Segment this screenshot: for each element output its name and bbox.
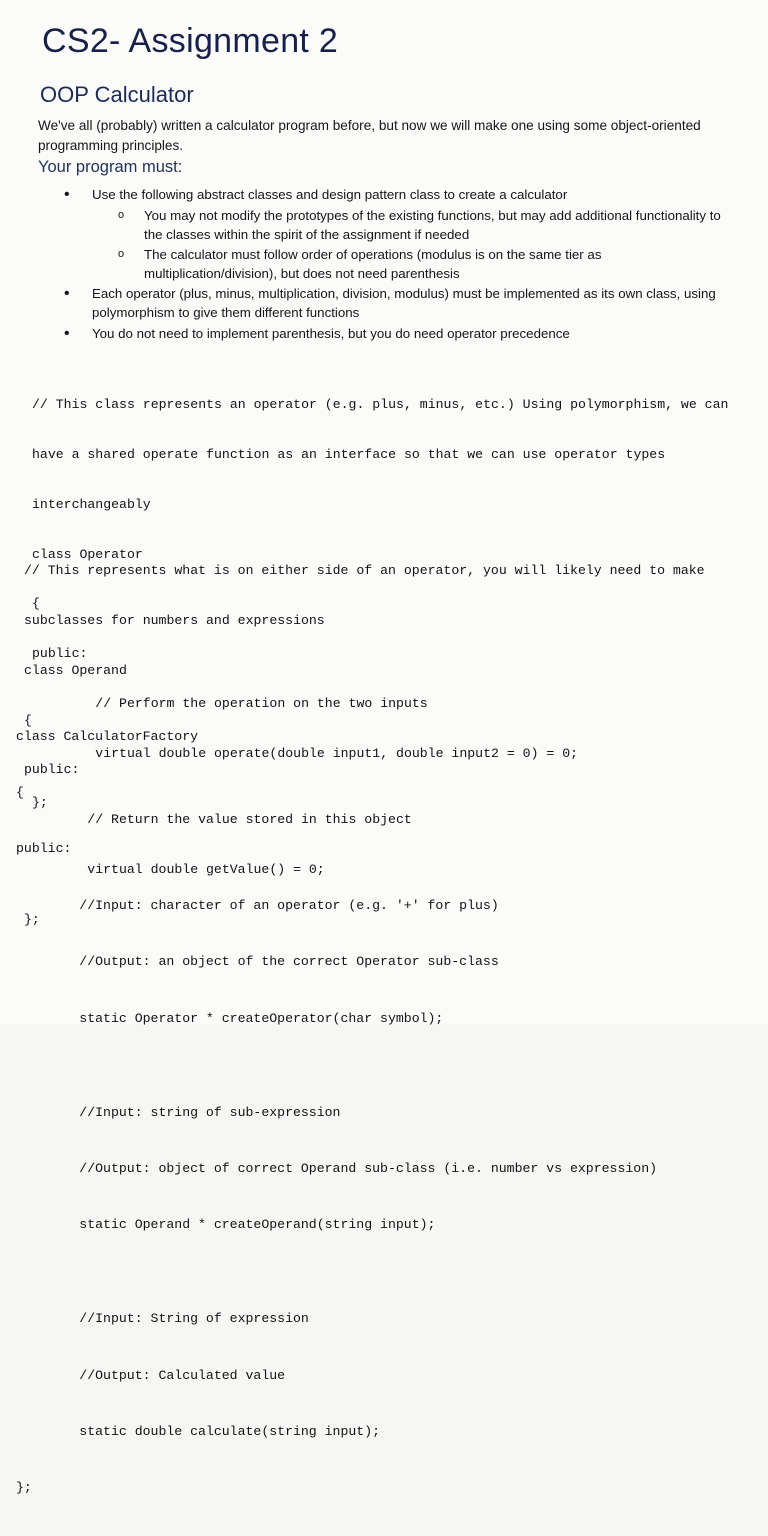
sub-requirement-order-of-operations (58, 245, 738, 283)
code-line: // Perform the operation on the two inputs (32, 695, 428, 711)
sub-bullet-icon: o (118, 248, 125, 260)
code-line: //Output: an object of the correct Operator sub-class (16, 954, 499, 970)
code-line: // Return the value stored in this object (24, 812, 412, 828)
code-line: { (32, 596, 40, 612)
code-line: static Operand * createOperand(string input); (16, 1217, 436, 1233)
code-line: { (16, 784, 24, 800)
sub-requirement-text: You may not modify the prototypes of the existing functions, but may add additional functionality to the classes within the spirit of the assignment if needed (144, 208, 721, 242)
code-line: static double calculate(string input); (16, 1424, 381, 1440)
bullet-icon: • (64, 186, 70, 203)
code-line: public: (24, 762, 80, 778)
code-line: public: (16, 841, 72, 857)
code-line: }; (16, 1480, 32, 1496)
code-line: class CalculatorFactory (16, 728, 199, 744)
code-line: class Operator (32, 546, 143, 562)
code-line: //Output: Calculated value (16, 1367, 286, 1383)
code-line: public: (32, 646, 88, 662)
code-line: //Input: string of sub-expression (16, 1104, 341, 1120)
code-line: // This class represents an operator (e.g. plus, minus, etc.) Using polymorphism, we can (32, 397, 729, 413)
code-line: interchangeably (32, 496, 151, 512)
calculator-factory-code (16, 690, 657, 1536)
code-line: static Operator * createOperator(char symbol); (16, 1010, 444, 1026)
code-line: virtual double getValue() = 0; (24, 861, 325, 877)
sub-requirement-text: The calculator must follow order of operations (modulus is on the same tier as multiplication/division), but does not need parenthesis (144, 247, 602, 281)
code-line: subclasses for numbers and expressions (24, 612, 325, 628)
requirement-text: Each operator (plus, minus, multiplication, division, modulus) must be implemented as its own class, using polymorphism to give them different functions (92, 286, 716, 320)
code-line: // This represents what is on either side of an operator, you will likely need to make (24, 563, 705, 579)
page-title: CS2- Assignment 2 (42, 22, 339, 60)
requirement-text: Use the following abstract classes and design pattern class to create a calculator (92, 187, 568, 202)
requirement-item-classes (58, 185, 738, 204)
code-line: { (24, 712, 32, 728)
code-line: //Input: String of expression (16, 1311, 309, 1327)
requirement-item-operators (58, 284, 738, 322)
code-line: class Operand (24, 662, 127, 678)
bullet-icon: • (64, 325, 70, 342)
intro-paragraph: We've all (probably) written a calculator program before, but now we will make one using some object-oriented programming principles. (38, 118, 701, 153)
sub-bullet-icon: o (118, 209, 125, 221)
code-line: //Input: character of an operator (e.g. '+' for plus) (16, 897, 499, 913)
sub-requirement-prototypes (58, 206, 738, 244)
code-line: have a shared operate function as an interface so that we can use operator types (32, 446, 666, 462)
code-line: }; (32, 795, 48, 811)
code-line: virtual double operate(double input1, double input2 = 0) = 0; (32, 745, 579, 761)
code-line: //Output: object of correct Operand sub-class (i.e. number vs expression) (16, 1160, 658, 1176)
section-title: OOP Calculator (40, 82, 194, 107)
requirement-item-precedence (58, 324, 738, 343)
requirements-heading: Your program must: (38, 158, 183, 176)
code-line: }; (24, 911, 40, 927)
requirement-text: You do not need to implement parenthesis, but you do need operator precedence (92, 326, 570, 341)
bullet-icon: • (64, 285, 70, 302)
requirements-list (58, 185, 738, 345)
